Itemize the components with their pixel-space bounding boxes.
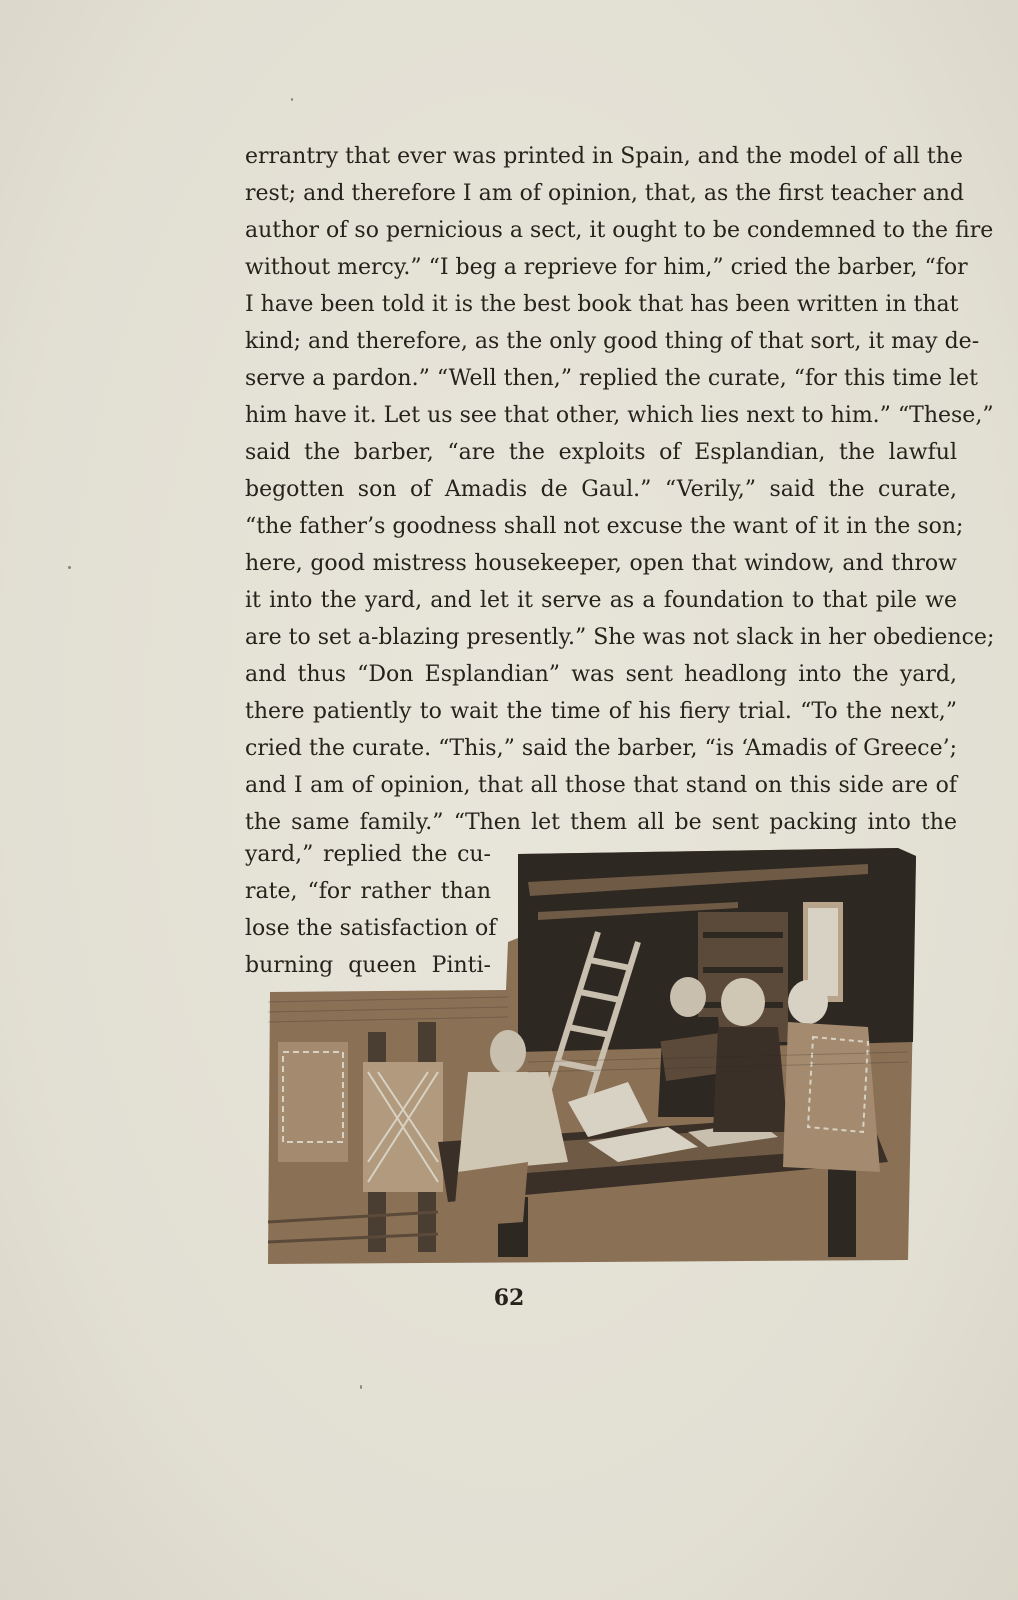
text-line: begotten son of Amadis de Gaul.” “Verily,” said the curate, [245,477,957,502]
text-line: errantry that ever was printed in Spain, and the model of all the [245,144,963,169]
text-line: him have it. Let us see that other, which lies next to him.” “These,” [245,403,994,428]
text-line: and I am of opinion, that all those that stand on this side are of [245,773,957,798]
text-line: cried the curate. “This,” said the barber, “is ‘Amadis of Greece’; [245,736,957,761]
text-line: I have been told it is the best book that has been written in that [245,292,959,317]
text-line: lose the satisfaction of [245,916,497,941]
paper-speck [68,566,71,569]
text-line: there patiently to wait the time of his fiery trial. “To the next,” [245,699,957,724]
body-text [245,138,995,841]
text-line: serve a pardon.” “Well then,” replied the curate, “for this time let [245,366,978,391]
text-line: and thus “Don Esplandian” was sent headlong into the yard, [245,662,957,687]
text-line: are to set a-blazing presently.” She was not slack in her obedience; [245,625,995,650]
library-scene-illustration [268,842,933,1272]
text-line: kind; and therefore, as the only good thing of that sort, it may de- [245,329,980,354]
text-line: author of so pernicious a sect, it ought to be condemned to the fire [245,218,994,243]
paper-speck [360,1385,362,1389]
text-line: rest; and therefore I am of opinion, that, as the first teacher and [245,181,964,206]
text-line: here, good mistress housekeeper, open that window, and throw [245,551,957,576]
text-line: “the father’s goodness shall not excuse the want of it in the son; [245,514,964,539]
text-line: without mercy.” “I beg a reprieve for him,” cried the barber, “for [245,255,968,280]
paper-speck [291,98,293,101]
text-line: the same family.” “Then let them all be sent packing into the [245,810,957,835]
page-number: 62 [493,1285,525,1311]
text-line: rate, “for rather than [245,879,491,904]
text-line: yard,” replied the cu- [245,842,491,867]
text-line: it into the yard, and let it serve as a foundation to that pile we [245,588,957,613]
text-line: said the barber, “are the exploits of Esplandian, the lawful [245,440,957,465]
text-line: burning queen Pinti- [245,953,491,978]
